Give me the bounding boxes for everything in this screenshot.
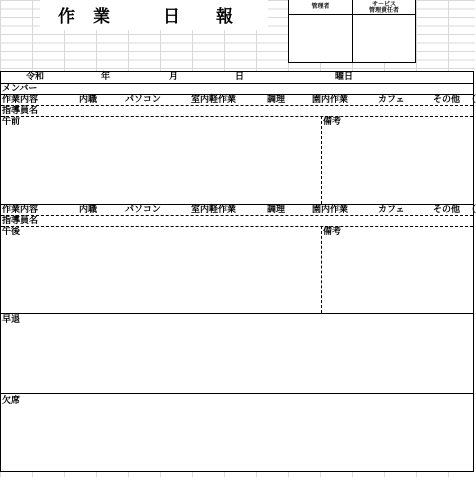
- afternoon-notes-divider: [321, 226, 322, 313]
- task-option[interactable]: 調理: [267, 95, 286, 105]
- morning-notes-label: 備考: [323, 117, 342, 127]
- dashed-divider: [1, 215, 473, 216]
- afternoon-label: 午後: [2, 227, 21, 237]
- task-option[interactable]: 室内軽作業: [191, 205, 237, 215]
- task-option[interactable]: パソコン: [125, 205, 161, 215]
- task-option[interactable]: カフェ: [378, 205, 405, 215]
- member-label: メンバー: [2, 84, 38, 94]
- era-label: 令和: [26, 72, 45, 82]
- divider: [1, 393, 473, 394]
- instructor-label: 指導員名: [2, 216, 39, 226]
- title-char: 業: [93, 7, 110, 27]
- paren-mark: （: [467, 95, 476, 105]
- divider: [1, 83, 473, 84]
- service-manager-stamp-label: サ－ビス 管理責任者: [353, 0, 415, 15]
- month-label: 月: [169, 72, 179, 82]
- dashed-divider: [1, 226, 473, 227]
- day-label: 日: [235, 72, 245, 82]
- instructor-label: 指導員名: [2, 106, 39, 116]
- morning-label: 午前: [2, 117, 21, 127]
- task-option[interactable]: 室内軽作業: [191, 95, 237, 105]
- title-char: 作: [58, 7, 75, 27]
- task-option[interactable]: 調理: [267, 205, 286, 215]
- dashed-divider: [1, 105, 473, 106]
- divider: [1, 313, 473, 314]
- task-option[interactable]: その他: [433, 95, 461, 105]
- task-option[interactable]: カフェ: [378, 95, 405, 105]
- task-option[interactable]: その他: [433, 205, 461, 215]
- absence-label: 欠席: [2, 396, 21, 406]
- morning-notes-divider: [321, 116, 322, 204]
- task-option[interactable]: 園内作業: [312, 205, 349, 215]
- title-char: 報: [216, 7, 233, 27]
- task-option[interactable]: 園内作業: [312, 95, 349, 105]
- service-manager-stamp[interactable]: [353, 0, 415, 62]
- task-option[interactable]: 内職: [79, 95, 98, 105]
- task-label: 作業内容: [2, 205, 39, 215]
- dashed-divider: [1, 116, 473, 117]
- task-option[interactable]: パソコン: [125, 95, 161, 105]
- daily-report-form: [0, 71, 474, 472]
- early-leave-label: 早退: [2, 315, 21, 325]
- afternoon-notes-label: 備考: [323, 227, 342, 237]
- manager-stamp-label: 管理者: [289, 0, 352, 15]
- task-option[interactable]: 内職: [79, 205, 98, 215]
- title-char: 日: [163, 7, 180, 27]
- approval-stamp-box: [288, 0, 416, 63]
- paren-mark: （: [467, 205, 476, 215]
- manager-stamp[interactable]: [289, 0, 353, 62]
- year-label: 年: [101, 72, 111, 82]
- task-label: 作業内容: [2, 95, 39, 105]
- weekday-label: 曜日: [335, 72, 354, 82]
